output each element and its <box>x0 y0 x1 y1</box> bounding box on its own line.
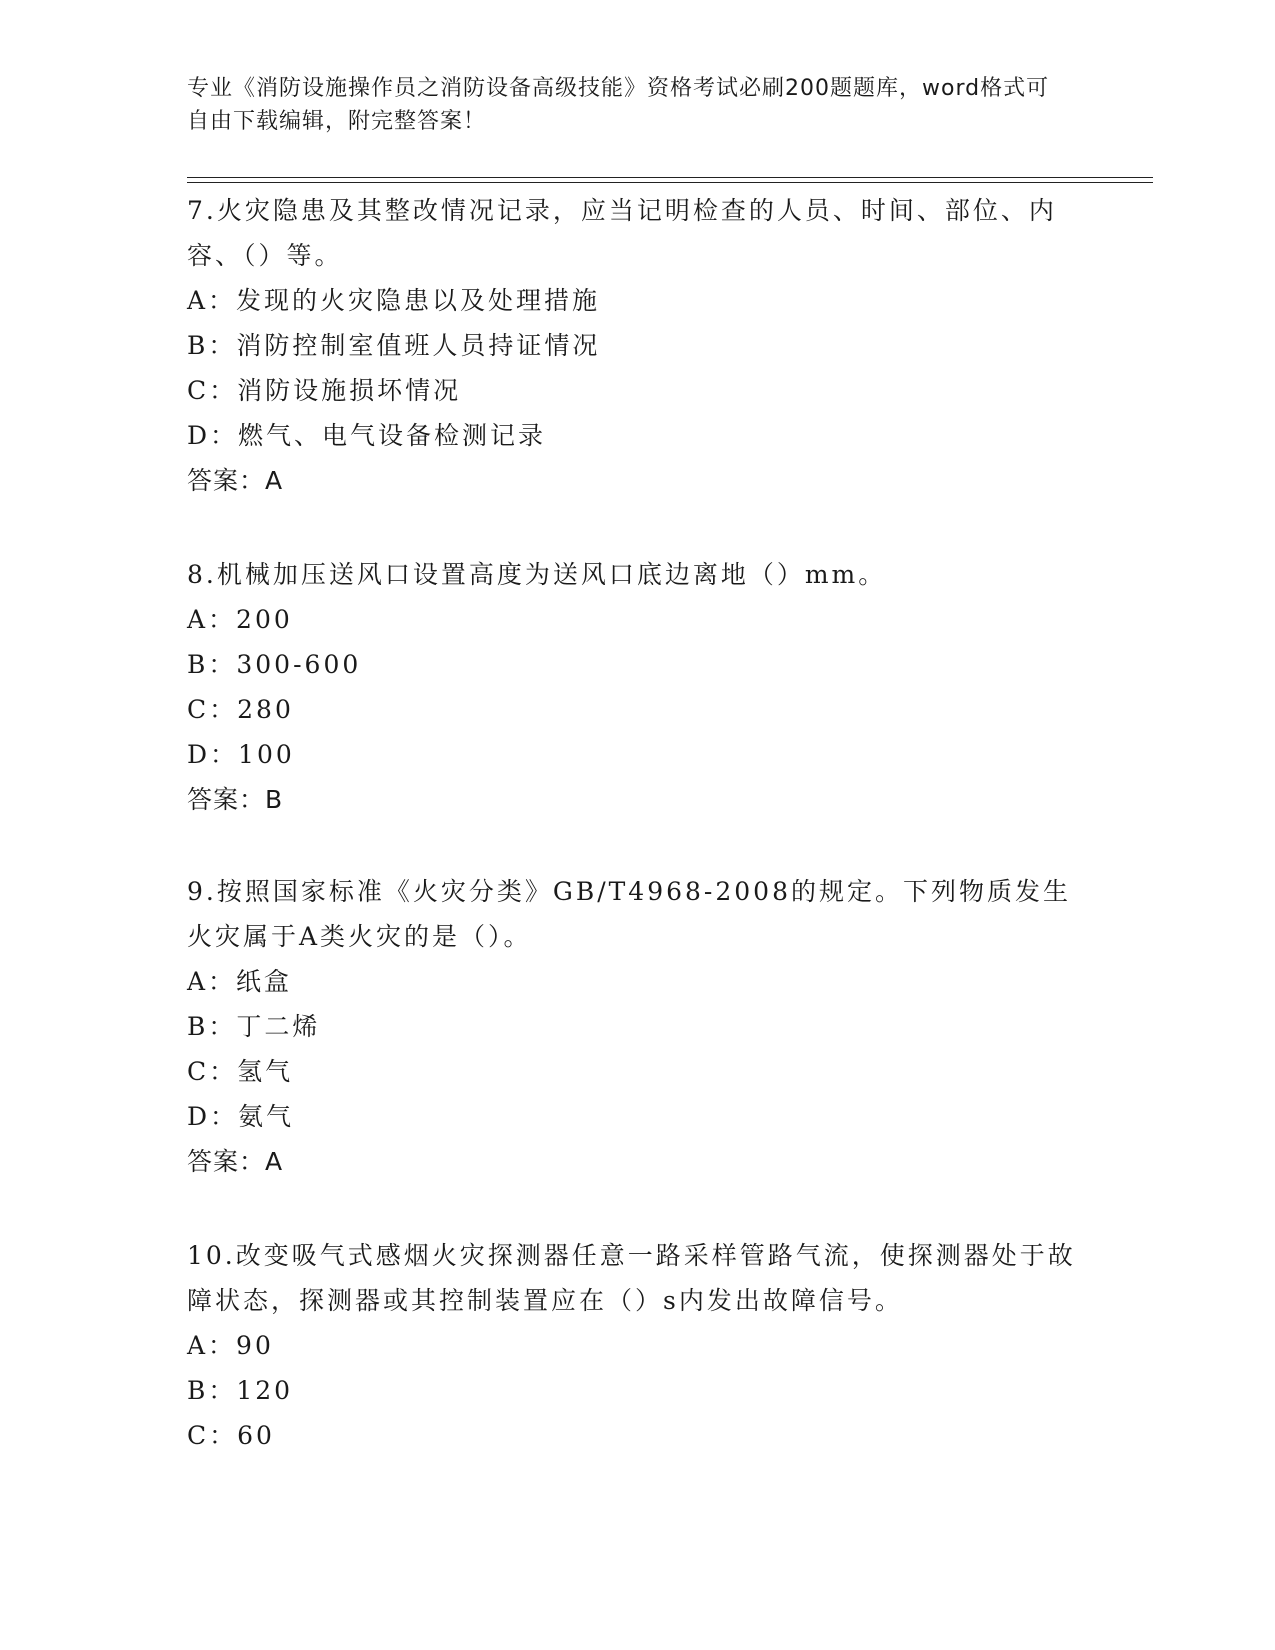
question-8 <box>187 552 1087 822</box>
answer: 答案：A <box>187 466 284 495</box>
option-b: B：丁二烯 <box>187 1012 321 1041</box>
option-c: C：氢气 <box>187 1057 294 1086</box>
option-a: A：200 <box>187 605 293 634</box>
question-9 <box>187 869 1087 1184</box>
header-divider-top <box>187 177 1153 178</box>
option-a: A：纸盒 <box>187 967 293 996</box>
option-b: B：消防控制室值班人员持证情况 <box>187 331 601 360</box>
question-stem: 8.机械加压送风口设置高度为送风口底边离地（）mm。 <box>187 560 887 589</box>
question-10 <box>187 1233 1087 1458</box>
option-d: D：燃气、电气设备检测记录 <box>187 421 547 450</box>
header-divider-bottom <box>187 182 1153 183</box>
option-c: C：消防设施损坏情况 <box>187 376 462 405</box>
answer: 答案：A <box>187 1147 284 1176</box>
document-header: 专业《消防设施操作员之消防设备高级技能》资格考试必刷200题题库，word格式可自由下载编辑，附完整答案！ <box>187 76 1050 134</box>
option-d: D：氨气 <box>187 1102 295 1131</box>
question-stem: 10.改变吸气式感烟火灾探测器任意一路采样管路气流，使探测器处于故障状态，探测器或其控制装置应在（）s内发出故障信号。 <box>187 1241 1076 1315</box>
question-stem: 7.火灾隐患及其整改情况记录，应当记明检查的人员、时间、部位、内容、（）等。 <box>187 196 1057 270</box>
option-c: C：60 <box>187 1421 275 1450</box>
option-b: B：300-600 <box>187 650 362 679</box>
answer: 答案：B <box>187 785 284 814</box>
option-a: A：90 <box>187 1331 274 1360</box>
question-7 <box>187 188 1087 503</box>
option-b: B：120 <box>187 1376 294 1405</box>
option-c: C：280 <box>187 695 294 724</box>
option-a: A：发现的火灾隐患以及处理措施 <box>187 286 601 315</box>
question-stem: 9.按照国家标准《火灾分类》GB/T4968-2008的规定。下列物质发生火灾属于A类火灾的是（）。 <box>187 877 1071 951</box>
option-d: D：100 <box>187 740 295 769</box>
